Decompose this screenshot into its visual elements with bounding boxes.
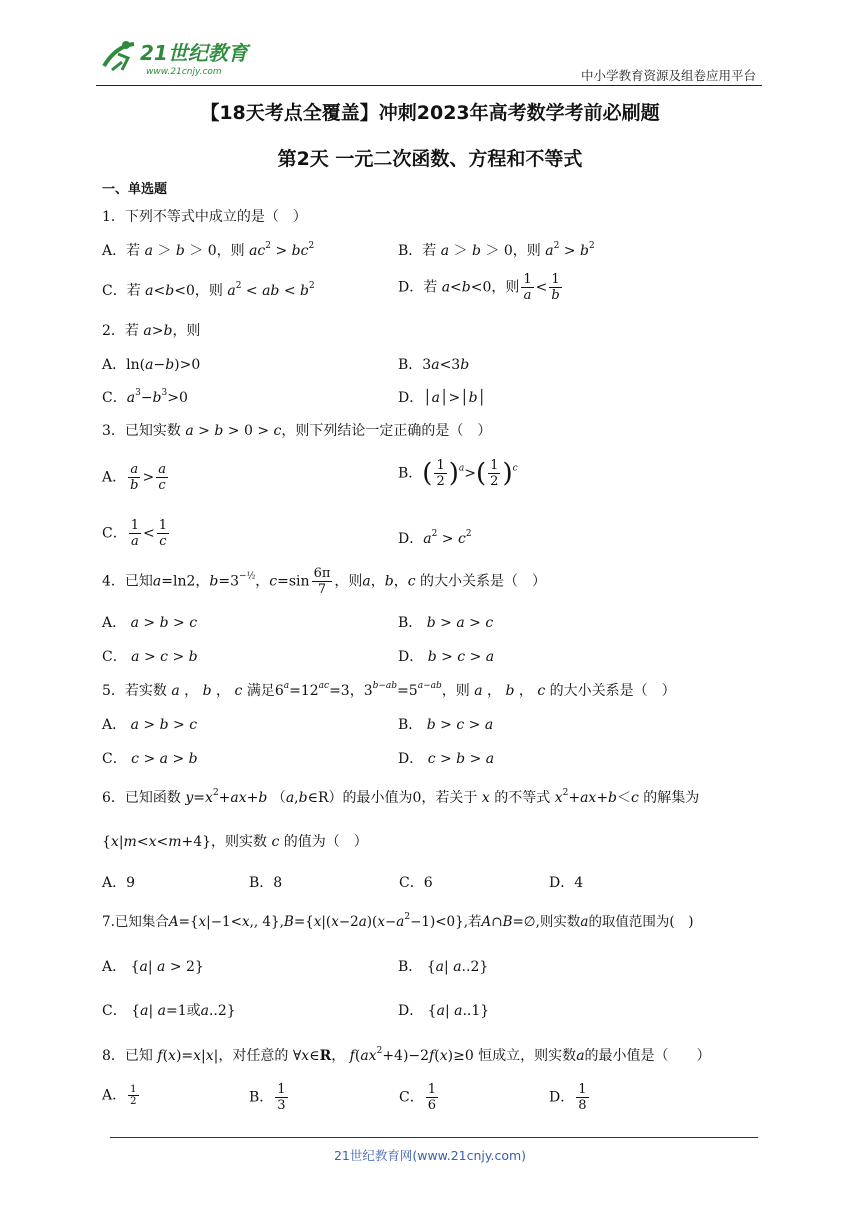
q8-option-b: B． $\frac{1}{3}$	[249, 1082, 286, 1113]
question-8-stem: 8．已知 f(x)=x|x|，对任意的 ∀x∈R， $f(ax^2+4)-2f(x)\ge 0$ 恒成立，则实数a的最小值是（ ）	[102, 1046, 711, 1064]
q4-option-b: B． b > a > c	[398, 615, 494, 631]
q6-option-a: A．9	[102, 875, 136, 891]
section-heading: 一、单选题	[102, 182, 168, 197]
q7-option-b: B． {a| a..2}	[398, 959, 489, 975]
q1-option-c: C．若 a<b<0，则 $a^2$ < ab < $b^2$	[102, 281, 315, 299]
q7-option-c: C． {a| a=1或a..2}	[102, 1003, 236, 1019]
question-4-stem: 4．已知a=ln2，$b=3^{-\frac{1}{2}}$，c=sin $\frac{6\pi}{7}$ ，则a，b，c 的大小关系是（ ）	[102, 566, 547, 597]
q6-option-b: B．8	[249, 875, 283, 891]
q8-option-a: A． $\frac{1}{2}$	[102, 1084, 137, 1107]
header-platform-text: 中小学教育资源及组卷应用平台	[580, 68, 756, 83]
q7-option-d: D． {a| a..1}	[398, 1003, 490, 1019]
q7-option-a: A． {a| a > 2}	[102, 959, 204, 975]
q1-option-b: B．若 a ＞ b ＞ 0，则 $a^2 > b^2$	[398, 241, 595, 259]
question-7-stem: 7.已知集合A={x|−1<x,, $4\},B=\{x|(x-2a)(x-a^2-1)<0\}$,若A∩B=∅,则实数a的取值范围为( )	[102, 912, 694, 930]
q8-option-d: D． $\frac{1}{8}$	[549, 1082, 587, 1113]
q3-option-d: D．$a^2 > c^2$	[398, 529, 472, 547]
q3-option-b: B．( $\frac{1}{2}$ )$^a$>( $\frac{1}{2}$ )$^c$	[398, 458, 518, 489]
question-6-stem-line2: {x|m<x<m+4}，则实数 c 的值为（ ）	[102, 834, 368, 850]
q4-option-d: D． b > c > a	[398, 649, 495, 665]
q3-option-a: A． $\frac{a}{b}$ > $\frac{a}{c}$	[102, 462, 166, 493]
q1-option-a: A．若 a ＞ b ＞ 0，则 $ac^2 > bc^2$	[102, 241, 315, 259]
q6-option-d: D．4	[549, 875, 584, 891]
q3-option-c: C． $\frac{1}{a}$ < $\frac{1}{c}$	[102, 518, 168, 549]
question-2-stem: 2．若 a>b，则	[102, 323, 201, 339]
q4-option-c: C． a > c > b	[102, 649, 198, 665]
q5-option-b: B． b > c > a	[398, 717, 494, 733]
svg-text:www.21cnjy.com: www.21cnjy.com	[146, 67, 222, 77]
question-5-stem: 5．若实数 a ， b ， c 满足$6^a=12^{ac}=3$，$3^{b-ab}=5^{a-ab}$，则 a ， b ， c 的大小关系是（ ）	[102, 681, 676, 699]
q5-option-d: D． c > b > a	[398, 751, 495, 767]
footer-divider	[110, 1137, 758, 1138]
question-6-stem-line1: 6．已知函数 $y=x^2+ax+b$ （a,b∈R）的最小值为0，若关于 x 的不等式 $x^2+ax+b<c$ 的解集为	[102, 788, 700, 806]
page-title: 【18天考点全覆盖】冲刺2023年高考数学考前必刷题	[200, 102, 660, 124]
q4-option-a: A． a > b > c	[102, 615, 198, 631]
q2-option-d: D．│a│>│b│	[398, 390, 487, 406]
site-logo	[96, 36, 266, 80]
page-subtitle: 第2天 一元二次函数、方程和不等式	[277, 148, 583, 170]
question-1-stem: 1．下列不等式中成立的是（ ）	[102, 209, 307, 225]
question-3-stem: 3．已知实数 a > b > 0 > c，则下列结论一定正确的是（ ）	[102, 423, 492, 439]
q2-option-b: B．3a<3b	[398, 357, 470, 373]
header-divider	[96, 85, 762, 86]
q2-option-c: C．$a^3-b^3>0$	[102, 388, 188, 406]
q1-option-d: D．若 a<b<0，则 $\frac{1}{a}$ < $\frac{1}{b}$	[398, 272, 560, 303]
svg-text:21世纪教育: 21世纪教育	[140, 41, 248, 65]
footer-link[interactable]: 21世纪教育网(www.21cnjy.com)	[333, 1148, 527, 1163]
q6-option-c: C．6	[399, 875, 433, 891]
q2-option-a: A．ln(a−b)>0	[102, 357, 201, 373]
q5-option-c: C． c > a > b	[102, 751, 198, 767]
q5-option-a: A． a > b > c	[102, 717, 198, 733]
q8-option-c: C． $\frac{1}{6}$	[399, 1082, 436, 1113]
